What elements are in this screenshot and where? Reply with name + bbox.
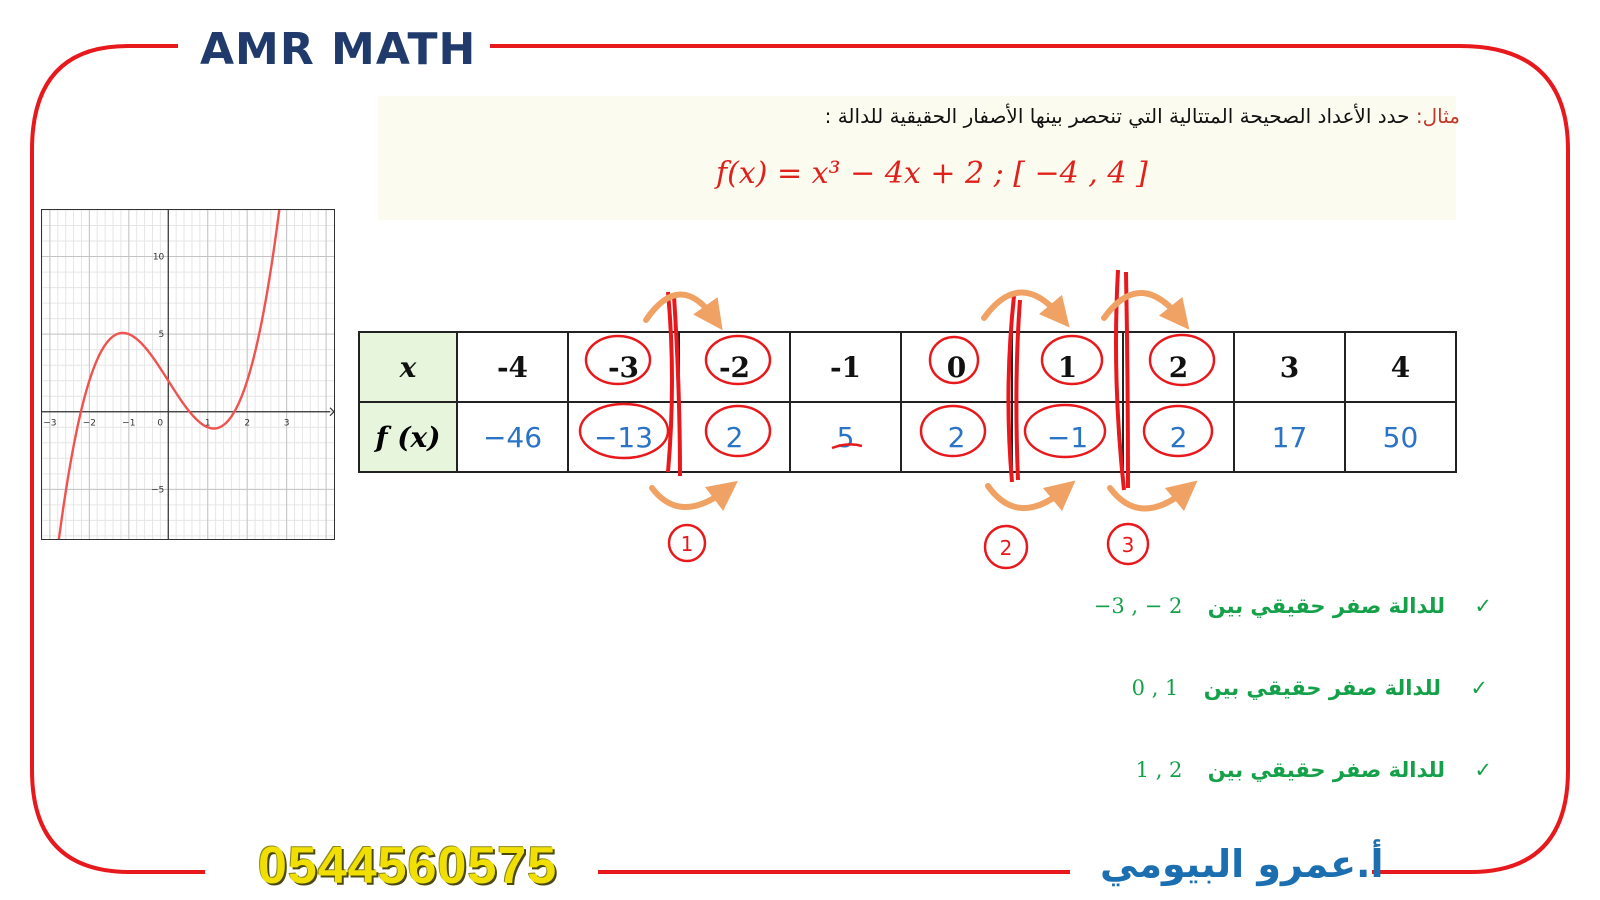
x-tick-label: −2	[82, 418, 96, 429]
fx-cell: 2	[1123, 402, 1234, 472]
function-graph	[41, 209, 335, 540]
x-tick-label: 1	[204, 418, 211, 429]
check-icon: ✓	[1470, 676, 1488, 700]
fx-header: f (x)	[359, 402, 457, 472]
y-tick-label: −5	[150, 485, 165, 496]
x-cell: 4	[1345, 332, 1456, 402]
x-tick-label: 0	[157, 418, 164, 429]
fx-cell: −1	[1012, 402, 1123, 472]
result-interval: 1 , 2	[1135, 758, 1183, 782]
brand-logo: AMR MATH	[200, 24, 477, 75]
y-tick-label: 5	[158, 330, 165, 341]
phone-number: 0544560575	[258, 837, 558, 895]
example-label: مثال:	[1415, 104, 1460, 128]
x-cell: 1	[1012, 332, 1123, 402]
result-interval: 0 , 1	[1131, 676, 1179, 700]
result-line	[1136, 758, 1492, 782]
x-tick-label: 3	[283, 418, 290, 429]
fx-cell: 2	[679, 402, 790, 472]
x-tick-label: 2	[244, 418, 251, 429]
x-cell: -4	[457, 332, 568, 402]
x-tick-label: −3	[43, 418, 57, 429]
x-cell: -2	[679, 332, 790, 402]
marker-3: 3	[1121, 533, 1135, 557]
x-cell: 2	[1123, 332, 1234, 402]
fx-cell: 5	[790, 402, 901, 472]
result-text: للدالة صفر حقيقي بين	[1207, 758, 1446, 782]
result-text: للدالة صفر حقيقي بين	[1203, 676, 1442, 700]
marker-1: 1	[680, 532, 694, 556]
x-cell: 3	[1234, 332, 1345, 402]
result-line	[1094, 594, 1492, 618]
result-line	[1132, 676, 1488, 700]
fx-cell: 2	[901, 402, 1012, 472]
fx-cell: −13	[568, 402, 679, 472]
fx-row	[359, 402, 1456, 472]
x-tick-label: −1	[122, 418, 136, 429]
fx-cell: 50	[1345, 402, 1456, 472]
y-tick-label: 10	[152, 252, 165, 263]
x-row	[359, 332, 1456, 402]
marker-2: 2	[999, 536, 1013, 560]
function-formula: f(x) = x³ − 4x + 2 ; [ −4 , 4 ]	[716, 156, 1148, 191]
teacher-name: أ.عمرو البيومي	[1100, 842, 1384, 886]
graph-canvas	[42, 210, 334, 539]
values-table	[358, 331, 1457, 473]
result-interval: −3 , − 2	[1093, 594, 1183, 618]
check-icon: ✓	[1474, 758, 1492, 782]
x-cell: -3	[568, 332, 679, 402]
fx-cell: −46	[457, 402, 568, 472]
fx-cell: 17	[1234, 402, 1345, 472]
check-icon: ✓	[1474, 594, 1492, 618]
result-text: للدالة صفر حقيقي بين	[1207, 594, 1446, 618]
x-header: x	[359, 332, 457, 402]
x-cell: -1	[790, 332, 901, 402]
x-cell: 0	[901, 332, 1012, 402]
example-question	[825, 104, 1460, 128]
example-text: حدد الأعداد الصحيحة المتتالية التي تنحصر بينها الأصفار الحقيقية للدالة :	[824, 104, 1410, 128]
